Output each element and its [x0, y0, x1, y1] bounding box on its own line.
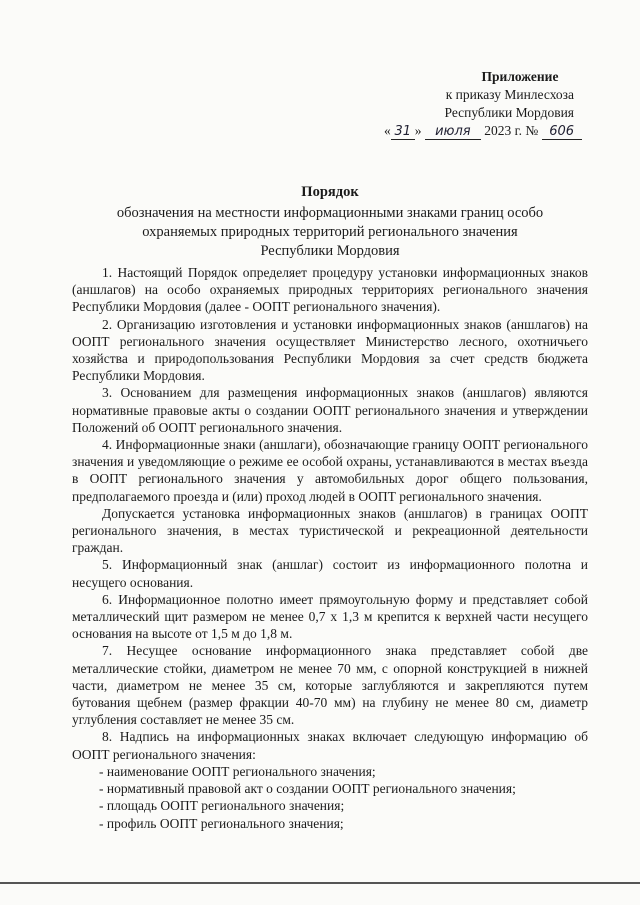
annex-year: 2023 г. № [484, 123, 539, 138]
list-item-legal-act: - нормативный правовой акт о создании ООПТ регионального значения; [99, 781, 516, 797]
annex-title: Приложение [481, 69, 559, 84]
list-item-name: - наименование ООПТ регионального значения; [99, 763, 376, 779]
quote-open: « [384, 123, 391, 138]
paragraph-3: 3. Основанием для размещения информационных знаков (аншлагов) являются нормативные правовые акты о создании ООПТ регионального значения и утверждении Положений об ООПТ регионального значения. [72, 385, 588, 435]
document-body [72, 264, 588, 832]
paragraph-4: 4. Информационные знаки (аншлаги), обозначающие границу ООПТ регионального значения и уведомляющие о режиме ее особой охраны, устанавливаются в местах въезда в ООПТ регионального значения у автомобильных дорог общего пользования, предполагаемого проезда и (или) проход людей в ООПТ регионального значения. [72, 437, 588, 504]
document-title: Порядок [301, 184, 359, 200]
annex-line-order: к приказу Минлесхоза [445, 87, 574, 102]
paragraph-7: 7. Несущее основание информационного знака представляет собой две металлические стойки, диаметром не менее 70 мм, с опорной конструкцией в нижней части, диаметром не менее 35 см, которые заглубляются и закрепляются путем бутования щебнем (размер фракции 40-70 мм) на глубину не менее 80 см, диаметр углубления составляет не менее 35 см. [72, 643, 588, 728]
list-item-area: - площадь ООПТ регионального значения; [99, 798, 345, 814]
annex-block [380, 68, 600, 140]
document-subtitle-line-3: Республики Мордовия [260, 243, 400, 259]
paragraph-5: 5. Информационный знак (аншлаг) состоит из информационного полотна и несущего основания. [72, 557, 588, 590]
paragraph-8: 8. Надпись на информационных знаках включает следующую информацию об ООПТ регионального значения: [72, 729, 588, 762]
paragraph-1: 1. Настоящий Порядок определяет процедуру установки информационных знаков (аншлагов) на особо охраняемых природных территориях регионального значения Республики Мордовия (далее - ООПТ регионального значения). [72, 265, 588, 315]
scan-edge-line [0, 882, 640, 884]
paragraph-4-addendum: Допускается установка информационных знаков (аншлагов) в границах ООПТ регионального значения, в местах туристической и рекреационной деятельности граждан. [72, 505, 588, 556]
handwritten-month: июля [425, 124, 481, 140]
annex-line-republic: Республики Мордовия [444, 105, 574, 120]
paragraph-6: 6. Информационное полотно имеет прямоугольную форму и представляет собой металлический щит размером не менее 0,7 х 1,3 м крепится к верхней части несущего основания на высоте от 1,5 м до 1,8 м. [72, 591, 588, 642]
paragraph-2: 2. Организацию изготовления и установки информационных знаков (аншлагов) на ООПТ регионального значения осуществляет Министерство лесного, охотничьего хозяйства и природопользования Республики Мордовия за счет средств бюджета Республики Мордовия. [72, 316, 588, 384]
quote-close: » [414, 123, 422, 138]
handwritten-number: 606 [542, 124, 582, 140]
handwritten-day: 31 [391, 124, 415, 140]
annex-date-line [384, 122, 600, 140]
document-subtitle-line-2: охраняемых природных территорий регионального значения [142, 224, 518, 240]
list-item-profile: - профиль ООПТ регионального значения; [99, 815, 344, 831]
document-heading [60, 183, 600, 261]
document-subtitle-line-1: обозначения на местности информационными знаками границ особо [116, 205, 544, 221]
